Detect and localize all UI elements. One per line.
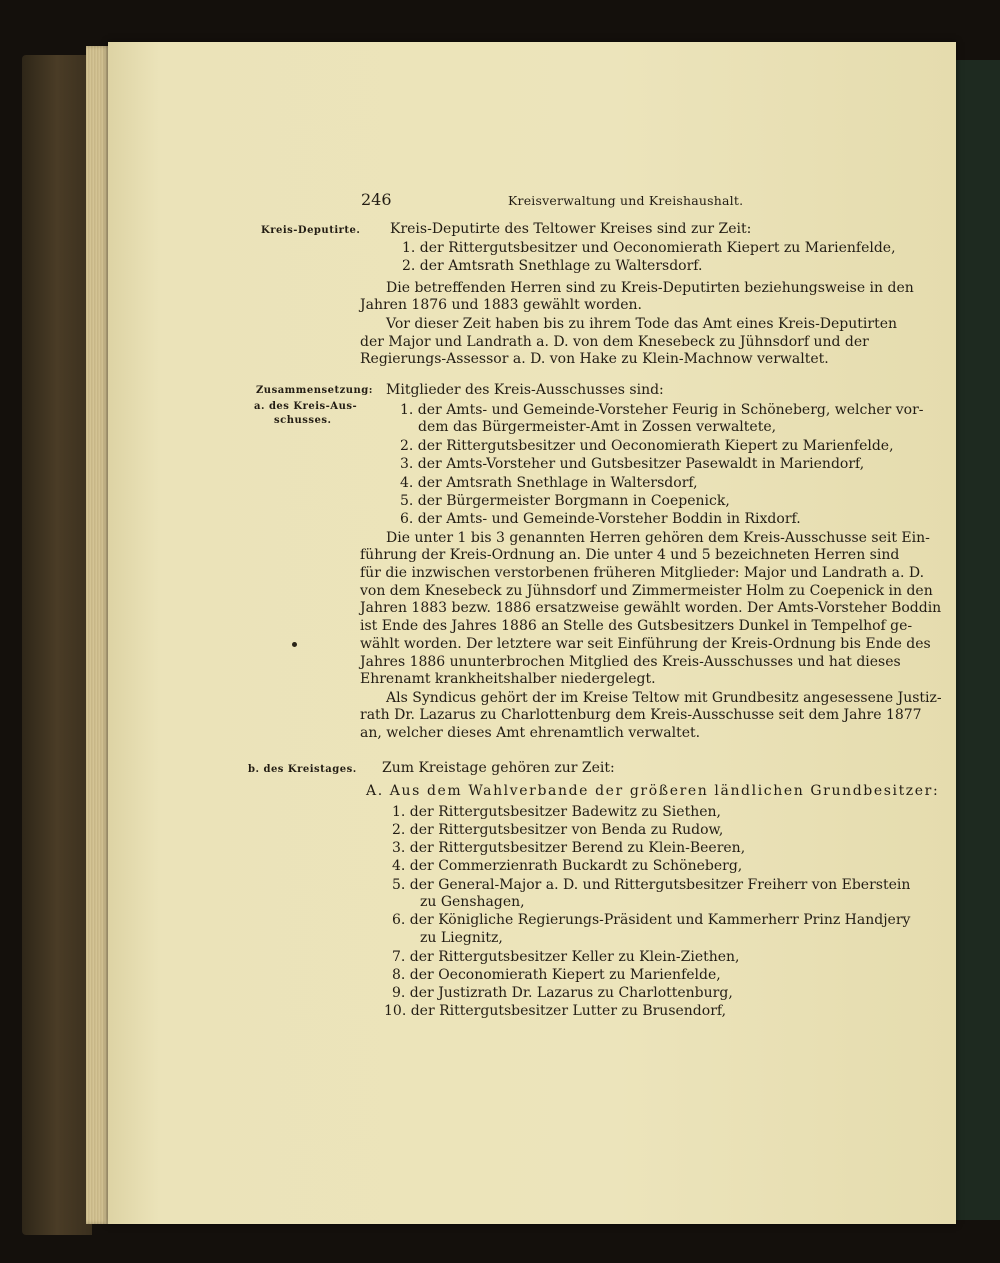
text-line: Jahres 1886 ununterbrochen Mitglied des Kreis-Ausschusses und hat dieses	[360, 654, 901, 670]
margin-note-kreistag: b. des Kreistages.	[248, 764, 357, 775]
text-line: 7. der Rittergutsbesitzer Keller zu Klein-Ziethen,	[392, 949, 740, 965]
text-line: Die betreffenden Herren sind zu Kreis-Deputirten beziehungsweise in den	[386, 280, 914, 296]
ink-spot	[292, 642, 297, 647]
text-line: Jahren 1876 und 1883 gewählt worden.	[360, 297, 642, 313]
text-line: Kreis-Deputirte des Teltower Kreises sind zur Zeit:	[390, 221, 752, 237]
text-line: 8. der Oeconomierath Kiepert zu Marienfelde,	[392, 967, 721, 983]
page-number: 246	[361, 190, 392, 209]
text-line: ist Ende des Jahres 1886 an Stelle des Gutsbesitzers Dunkel in Tempelhof ge-	[360, 618, 913, 634]
text-line: zu Liegnitz,	[420, 930, 503, 946]
text-line: zu Genshagen,	[420, 894, 525, 910]
margin-note-ausschuss-line1: a. des Kreis-Aus-	[254, 401, 358, 412]
text-line: für die inzwischen verstorbenen früheren Mitglieder: Major und Landrath a. D.	[360, 565, 925, 581]
margin-note-ausschuss-line2: schusses.	[274, 415, 332, 426]
book-cover-edge	[22, 55, 92, 1235]
text-line: 4. der Amtsrath Snethlage in Waltersdorf,	[400, 475, 698, 491]
text-line: an, welcher dieses Amt ehrenamtlich verwaltet.	[360, 725, 701, 741]
text-line: rath Dr. Lazarus zu Charlottenburg dem Kreis-Ausschusse seit dem Jahre 1877	[360, 707, 922, 723]
text-line: Jahren 1883 bezw. 1886 ersatzweise gewählt worden. Der Amts-Vorsteher Boddin	[360, 600, 942, 616]
text-line: 3. der Rittergutsbesitzer Berend zu Klein-Beeren,	[392, 840, 746, 856]
text-line: 10. der Rittergutsbesitzer Lutter zu Brusendorf,	[384, 1003, 727, 1019]
text-line: führung der Kreis-Ordnung an. Die unter 4 und 5 bezeichneten Herren sind	[360, 547, 900, 563]
text-line: 1. der Amts- und Gemeinde-Vorsteher Feurig in Schöneberg, welcher vor-	[400, 402, 924, 418]
text-line: 2. der Amtsrath Snethlage zu Waltersdorf.	[402, 258, 703, 274]
text-line: Vor dieser Zeit haben bis zu ihrem Tode das Amt eines Kreis-Deputirten	[386, 316, 898, 332]
text-line: 2. der Rittergutsbesitzer von Benda zu Rudow,	[392, 822, 724, 838]
text-line: Zum Kreistage gehören zur Zeit:	[382, 760, 615, 776]
margin-note-zusammensetzung: Zusammensetzung:	[256, 385, 373, 396]
text-line: 2. der Rittergutsbesitzer und Oeconomierath Kiepert zu Marienfelde,	[400, 438, 894, 454]
text-line: 3. der Amts-Vorsteher und Gutsbesitzer Pasewaldt in Mariendorf,	[400, 456, 865, 472]
text-line: der Major und Landrath a. D. von dem Knesebeck zu Jühnsdorf und der	[360, 334, 869, 350]
text-line: von dem Knesebeck zu Jühnsdorf und Zimmermeister Holm zu Coepenick in den	[360, 583, 933, 599]
text-line: Mitglieder des Kreis-Ausschusses sind:	[386, 382, 664, 398]
facing-page-edge	[954, 60, 1000, 1220]
text-line: wählt worden. Der letztere war seit Einführung der Kreis-Ordnung bis Ende des	[360, 636, 931, 652]
text-line: 1. der Rittergutsbesitzer Badewitz zu Siethen,	[392, 804, 721, 820]
text-line: 5. der General-Major a. D. und Rittergutsbesitzer Freiherr von Eberstein	[392, 877, 911, 893]
text-line: Regierungs-Assessor a. D. von Hake zu Klein-Machnow verwaltet.	[360, 351, 829, 367]
text-line: Die unter 1 bis 3 genannten Herren gehören dem Kreis-Ausschusse seit Ein-	[386, 530, 930, 546]
running-title: Kreisverwaltung und Kreishaushalt.	[508, 193, 744, 208]
text-line: 6. der Amts- und Gemeinde-Vorsteher Boddin in Rixdorf.	[400, 511, 801, 527]
text-line: 1. der Rittergutsbesitzer und Oeconomierath Kiepert zu Marienfelde,	[402, 240, 896, 256]
text-line: 9. der Justizrath Dr. Lazarus zu Charlottenburg,	[392, 985, 733, 1001]
text-line: 4. der Commerzienrath Buckardt zu Schöneberg,	[392, 858, 743, 874]
text-line: A. Aus dem Wahlverbande der größeren ländlichen Grundbesitzer:	[366, 783, 940, 799]
text-line: 6. der Königliche Regierungs-Präsident und Kammerherr Prinz Handjery	[392, 912, 911, 928]
text-line: Als Syndicus gehört der im Kreise Teltow mit Grundbesitz angesessene Justiz-	[386, 690, 942, 706]
text-line: 5. der Bürgermeister Borgmann in Coepenick,	[400, 493, 730, 509]
book-page	[108, 42, 956, 1224]
text-line: Ehrenamt krankheitshalber niedergelegt.	[360, 671, 656, 687]
margin-note-kreis-deputirte: Kreis-Deputirte.	[261, 225, 361, 236]
text-line: dem das Bürgermeister-Amt in Zossen verwaltete,	[418, 419, 777, 435]
